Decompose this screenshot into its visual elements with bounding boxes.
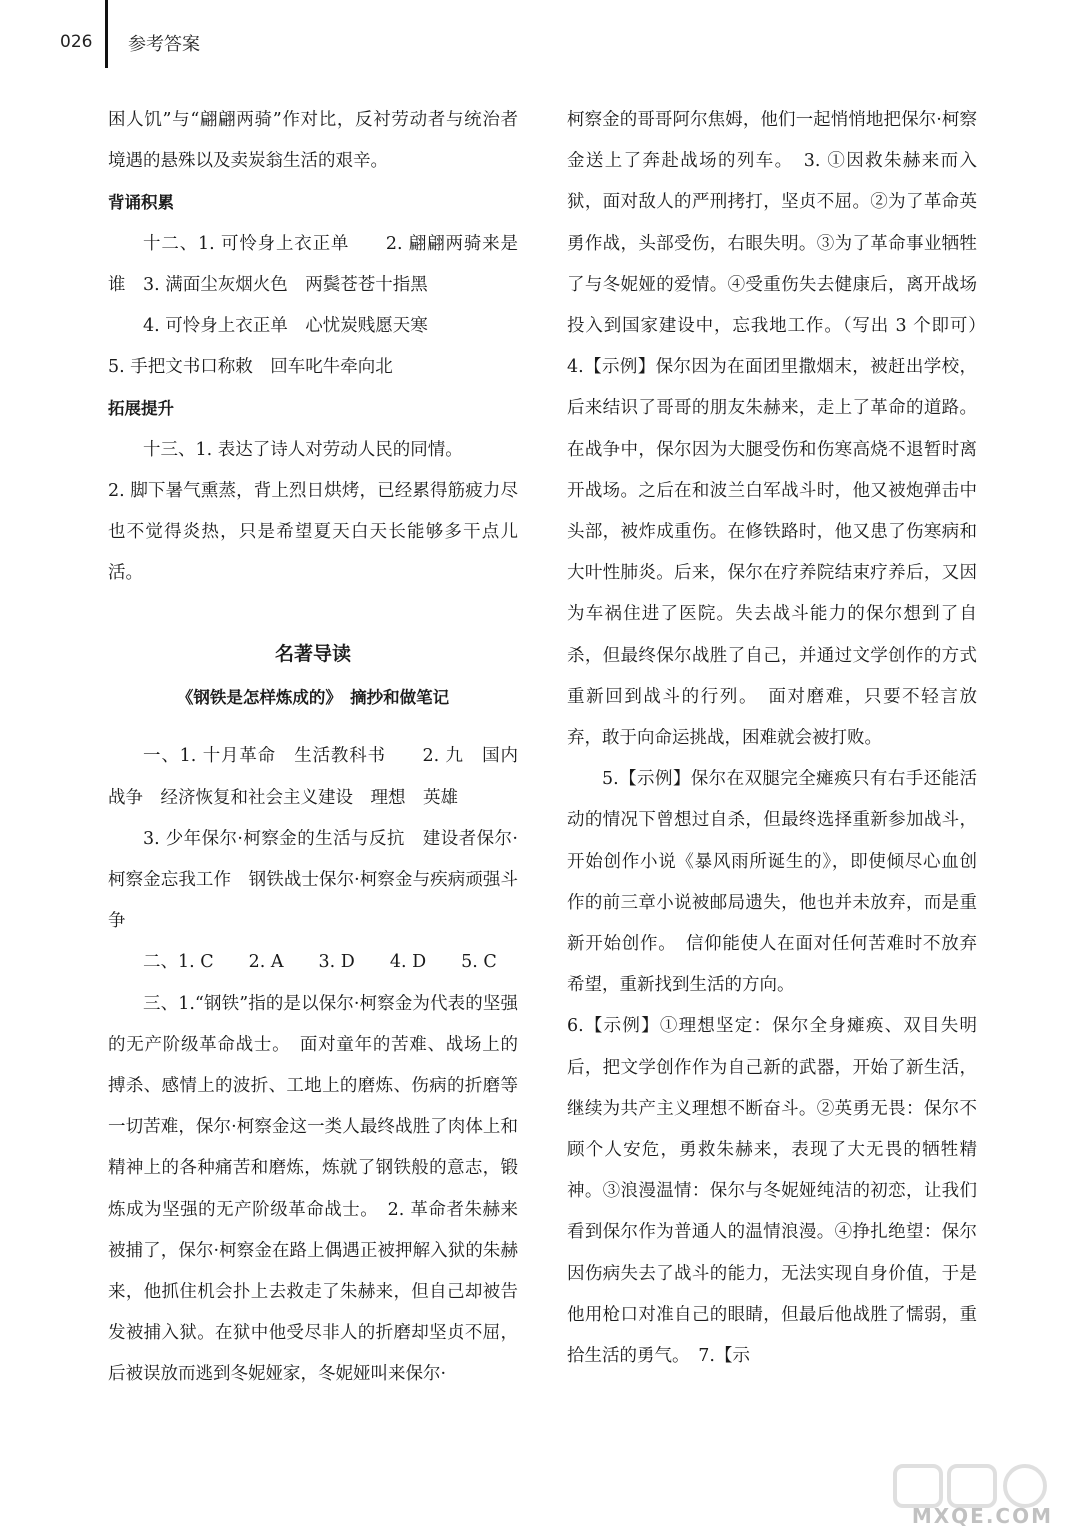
right-paragraph-continued: 柯察金的哥哥阿尔焦姆，他们一起悄悄地把保尔·柯察金送上了奔赴战场的列车。 3. ①因救朱赫来而入狱，面对敌人的严刑拷打，坚贞不屈。②为了革命英勇作战，头部受伤，右眼失明。③为了革命事业牺牲了与冬妮娅的爱情。④受重伤失去健康后，离开战场投入到国家建设中，忘我地工作。（写出 3 个即可） 4.【示例】保尔因为在面团里撒烟末，被赶出学校，后来结识了哥哥的朋友朱赫来，走上了革命的道路。在战争中，保尔因为大腿受伤和伤寒高烧不退暂时离开战场。之后在和波兰白军战斗时，他又被炮弹击中头部，被炸成重伤。在修铁路时，他又患了伤寒病和大叶性肺炎。后来，保尔在疗养院结束疗养后，又因为车祸住进了医院。失去战斗能力的保尔想到了自杀，但最终保尔战胜了自己，并通过文学创作的方式重新回到战斗的行列。 面对磨难，只要不轻言放弃，敢于向命运挑战，困难就会被打败。: [567, 110, 995, 749]
answer-reading-1-1-2: 一、1. 十月革命 生活教科书 2. 九 国内战争 经济恢复和社会主义建设 理想 英雄: [108, 746, 518, 808]
answer-12-1-3: 十二、1. 可怜身上衣正单 2. 翩翩两骑来是谁 3. 满面尘灰烟火色 两鬓苍苍十指黑: [108, 233, 518, 295]
answer-12-4: 4. 可怜身上衣正单 心忧炭贱愿天寒: [143, 316, 428, 337]
page-header: [0, 0, 1073, 70]
answer-12-5: 5. 手把文书口称敕 回车叱牛牵向北: [108, 357, 393, 378]
answer-reading-3: 三、1.“钢铁”指的是以保尔·柯察金为代表的坚强的无产阶级革命战士。 面对童年的苦难、战场上的搏杀、感情上的波折、工地上的磨炼、伤病的折磨等一切苦难，保尔·柯察金这一类人最终战胜了肉体上和精神上的各种痛苦和磨炼，炼就了钢铁般的意志，锻炼成为坚强的无产阶级革命战士。 2. 革命者朱赫来被捕了，保尔·柯察金在路上偶遇正被押解入狱的朱赫来，他抓住机会扑上去救走了朱赫来，但自己却被告发被捕入狱。在狱中他受尽非人的折磨却坚贞不屈，后被误放而逃到冬妮娅家，冬妮娅叫来保尔·: [108, 993, 518, 1385]
page-number: 026: [60, 32, 93, 52]
answer-13-1: 十三、1. 表达了诗人对劳动人民的同情。: [143, 439, 463, 460]
answer-13-2: 2. 脚下暑气熏蒸，背上烈日烘烤，已经累得筋疲力尽也不觉得炎热，只是希望夏天白天长能够多干点儿活。: [108, 480, 518, 584]
section-heading-expand: 拓展提升: [108, 399, 174, 419]
answer-reading-1-3: 3. 少年保尔·柯察金的生活与反抗 建设者保尔·柯察金忘我工作 钢铁战士保尔·柯察金与疾病顽强斗争: [108, 828, 518, 932]
reading-section-title: 名著导读: [274, 643, 351, 666]
answer-reading-6: 6.【示例】①理想坚定：保尔全身瘫痪、双目失明后，把文学创作作为自己新的武器，开始了新生活，继续为共产主义理想不断奋斗。②英勇无畏：保尔不顾个人安危，勇救朱赫来，表现了大无畏的牺牲精神。③浪漫温情：保尔与冬妮娅纯洁的初恋，让我们看到保尔作为普通人的温情浪漫。④挣扎绝望：保尔因伤病失去了战斗的能力，无法实现自身价值，于是他用枪口对准自己的眼睛，但最后他战胜了懦弱，重拾生活的勇气。 7.【示: [567, 1016, 977, 1367]
section-heading-recite: 背诵积累: [108, 193, 174, 213]
left-column: [108, 100, 518, 1396]
watermark-text: MXQE.COM: [911, 1504, 1053, 1528]
header-divider: [105, 0, 108, 68]
answer-reading-2: 二、1. C 2. A 3. D 4. D 5. C: [143, 952, 497, 973]
reading-book-subtitle: 《钢铁是怎样炼成的》 摘抄和做笔记: [176, 688, 450, 708]
left-paragraph-1: 困人饥”与“翩翩两骑”作对比，反衬劳动者与统治者境遇的悬殊以及卖炭翁生活的艰辛。: [108, 110, 518, 172]
right-column: [567, 100, 995, 1377]
header-title: 参考答案: [128, 34, 200, 55]
answer-reading-5: 5.【示例】保尔在双腿完全瘫痪只有右手还能活动的情况下曾想过自杀，但最终选择重新参加战斗，开始创作小说《暴风雨所诞生的》，即使倾尽心血创作的前三章小说被邮局遗失，他也并未放弃，而是重新开始创作。 信仰能使人在面对任何苦难时不放弃希望，重新找到生活的方向。: [567, 769, 977, 996]
